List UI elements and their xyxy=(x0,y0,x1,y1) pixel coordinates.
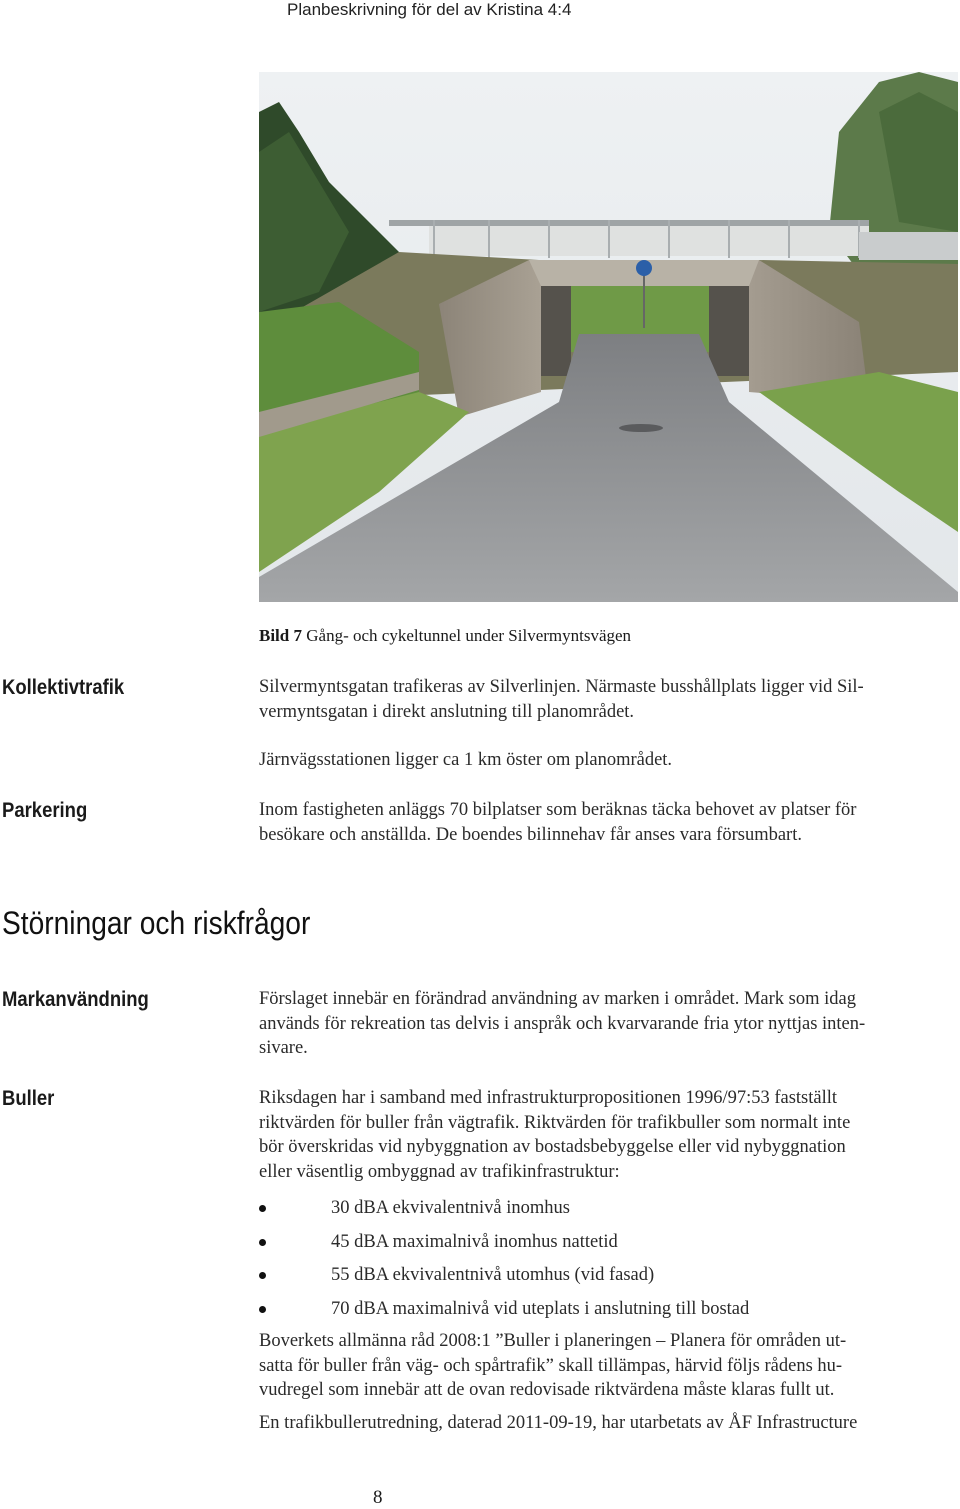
heading-kollektivtrafik: Kollektivtrafik xyxy=(2,676,125,699)
paragraph-parkering xyxy=(259,798,959,847)
section-title: Störningar och riskfrågor xyxy=(2,905,311,941)
list-item-text: 55 dBA ekvivalentnivå utomhus (vid fasad) xyxy=(331,1265,655,1285)
tunnel-photo xyxy=(259,72,958,602)
text-line: Järnvägsstationen ligger ca 1 km öster om planområdet. xyxy=(259,750,673,770)
bullet-icon xyxy=(259,1306,266,1313)
text-line: Silvermyntsgatan trafikeras av Silverlinjen. Närmaste busshållplats ligger vid Sil- xyxy=(259,677,864,697)
bullet-icon xyxy=(259,1272,266,1279)
caption-text: Gång- och cykeltunnel under Silvermyntsvägen xyxy=(302,626,632,645)
heading-parkering: Parkering xyxy=(2,799,88,822)
paragraph-kollektivtrafik xyxy=(259,675,959,724)
list-item-text: 70 dBA maximalnivå vid uteplats i anslutning till bostad xyxy=(331,1298,750,1319)
list-item xyxy=(259,1196,959,1230)
text-line: vudregel som innebär att de ovan redovisade riktvärdena måste klaras fullt ut. xyxy=(259,1380,835,1400)
list-item xyxy=(259,1263,959,1297)
text-line: Boverkets allmänna råd 2008:1 ”Buller i planeringen – Planera för områden ut- xyxy=(259,1331,847,1351)
heading-markanvandning: Markanvändning xyxy=(2,988,149,1011)
paragraph-boverket xyxy=(259,1329,959,1403)
page-header: Planbeskrivning för del av Kristina 4:4 xyxy=(287,0,572,19)
list-item xyxy=(259,1230,959,1264)
bullet-icon xyxy=(259,1239,266,1246)
text-line: riktvärden för buller från vägtrafik. Riktvärden för trafikbuller som normalt inte xyxy=(259,1112,851,1133)
text-line: En trafikbullerutredning, daterad 2011-09-19, har utarbetats av ÅF Infrastructure xyxy=(259,1413,858,1433)
text-line: används för rekreation tas delvis i anspråk och kvarvarande fria ytor nyttjas inten- xyxy=(259,1013,866,1034)
list-item-text: 30 dBA ekvivalentnivå inomhus xyxy=(331,1198,570,1218)
text-line: Förslaget innebär en förändrad användning av marken i området. Mark som idag xyxy=(259,989,856,1009)
paragraph-buller xyxy=(259,1086,959,1184)
photo-caption xyxy=(259,626,631,646)
heading-buller: Buller xyxy=(2,1087,55,1110)
text-line: besökare och anställda. De boendes bilinnehav får anses vara försumbart. xyxy=(259,824,802,845)
paragraph-trafikbullerutredning xyxy=(259,1411,959,1436)
text-line: sivare. xyxy=(259,1038,308,1058)
text-line: vermyntsgatan i direkt anslutning till planområdet. xyxy=(259,701,635,722)
page-number: 8 xyxy=(373,1487,383,1508)
text-line: eller väsentlig ombyggnad av trafikinfrastruktur: xyxy=(259,1161,620,1182)
text-line: Riksdagen har i samband med infrastrukturpropositionen 1996/97:53 fastställt xyxy=(259,1088,838,1108)
text-line: satta för buller från väg- och spårtrafik” skall tillämpas, härvid följs rådens hu- xyxy=(259,1355,843,1376)
riktvarden-list xyxy=(259,1196,959,1330)
bullet-icon xyxy=(259,1205,266,1212)
paragraph-markanvandning xyxy=(259,987,959,1061)
list-item-text: 45 dBA maximalnivå inomhus nattetid xyxy=(331,1231,618,1252)
text-line: Inom fastigheten anläggs 70 bilplatser som beräknas täcka behovet av platser för xyxy=(259,800,857,820)
bicycle-pedestrian-sign-icon xyxy=(636,261,652,277)
paragraph-jarnvagsstation xyxy=(259,748,959,773)
caption-label: Bild 7 xyxy=(259,626,302,645)
list-item xyxy=(259,1297,959,1331)
text-line: bör överskridas vid nybyggnation av bostadsbebyggelse eller vid nybyggnation xyxy=(259,1137,846,1157)
